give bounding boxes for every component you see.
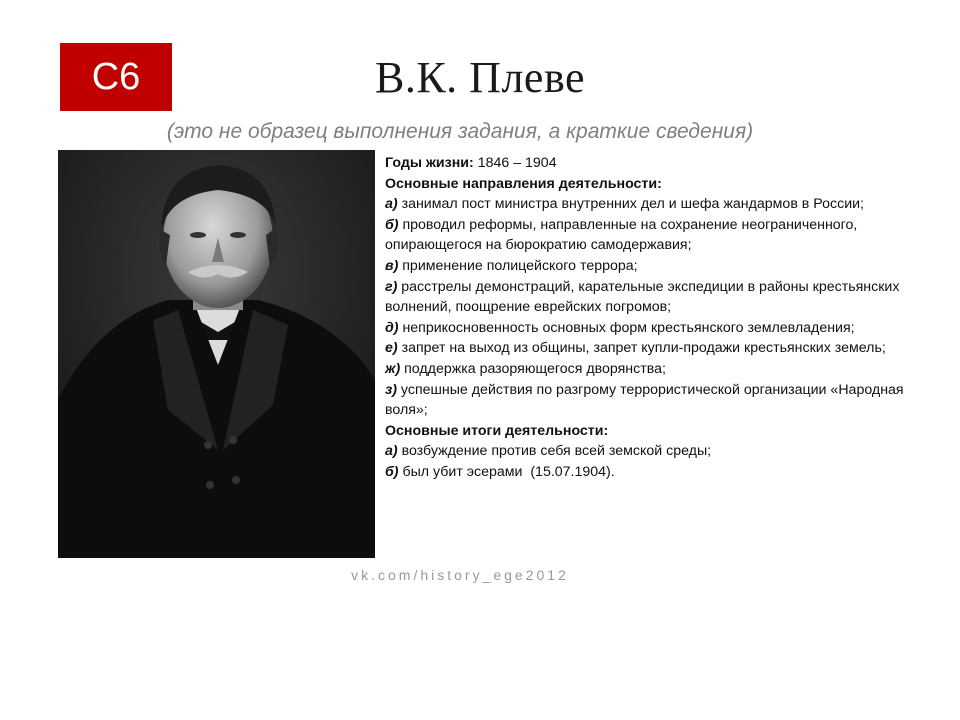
direction-item — [385, 194, 905, 215]
result-item — [385, 441, 905, 462]
result-item — [385, 462, 905, 483]
direction-item — [385, 256, 905, 277]
item-letter: з) — [385, 381, 397, 398]
directions-heading — [385, 174, 905, 195]
life-years — [385, 153, 905, 174]
item-letter: г) — [385, 278, 398, 295]
item-text: проводил реформы, направленные на сохранение неограниченного, опирающегося на бюрократию самодержавия; — [385, 216, 858, 254]
direction-item — [385, 277, 905, 318]
direction-item — [385, 318, 905, 339]
life-years-label: Годы жизни: — [385, 155, 474, 171]
item-letter: б) — [385, 216, 399, 233]
life-years-value: 1846 – 1904 — [477, 155, 557, 171]
results-heading — [385, 421, 905, 442]
item-letter: а) — [385, 196, 398, 213]
direction-item — [385, 359, 905, 380]
item-text: успешные действия по разгрому террористической организации «Народная воля»; — [385, 381, 904, 419]
results-heading-text: Основные итоги деятельности: — [385, 422, 609, 439]
item-text: возбуждение против себя всей земской среды; — [401, 443, 712, 460]
item-text: неприкосновенность основных форм крестьянского землевладения; — [402, 319, 855, 336]
item-letter: ж) — [385, 360, 401, 377]
item-letter: б) — [385, 463, 399, 480]
item-letter: а) — [385, 443, 398, 460]
item-text: расстрелы демонстраций, карательные экспедиции в районы крестьянских волнений, поощрение еврейских погромов; — [385, 278, 900, 316]
slide-title: В.К. Плеве — [374, 53, 585, 102]
item-text: запрет на выход из общины, запрет купли-продажи крестьянских земель; — [401, 340, 886, 357]
slide-badge: С6 — [60, 43, 172, 111]
direction-item — [385, 215, 905, 256]
source-footer: vk.com/history_ege2012 — [351, 567, 569, 583]
directions-heading-text: Основные направления деятельности: — [385, 175, 662, 192]
item-text: занимал пост министра внутренних дел и шефа жандармов в России; — [401, 196, 864, 213]
item-text: поддержка разоряющегося дворянства; — [404, 360, 666, 377]
direction-item — [385, 338, 905, 359]
item-letter: д) — [385, 319, 399, 336]
item-letter: е) — [385, 340, 398, 357]
portrait-photo — [58, 150, 375, 558]
item-text: применение полицейского террора; — [402, 257, 638, 274]
direction-item — [385, 380, 905, 421]
biography-info — [385, 153, 905, 483]
item-letter: в) — [385, 257, 399, 274]
item-text: был убит эсерами (15.07.1904). — [402, 463, 615, 480]
slide-subtitle: (это не образец выполнения задания, а краткие сведения) — [166, 120, 754, 143]
